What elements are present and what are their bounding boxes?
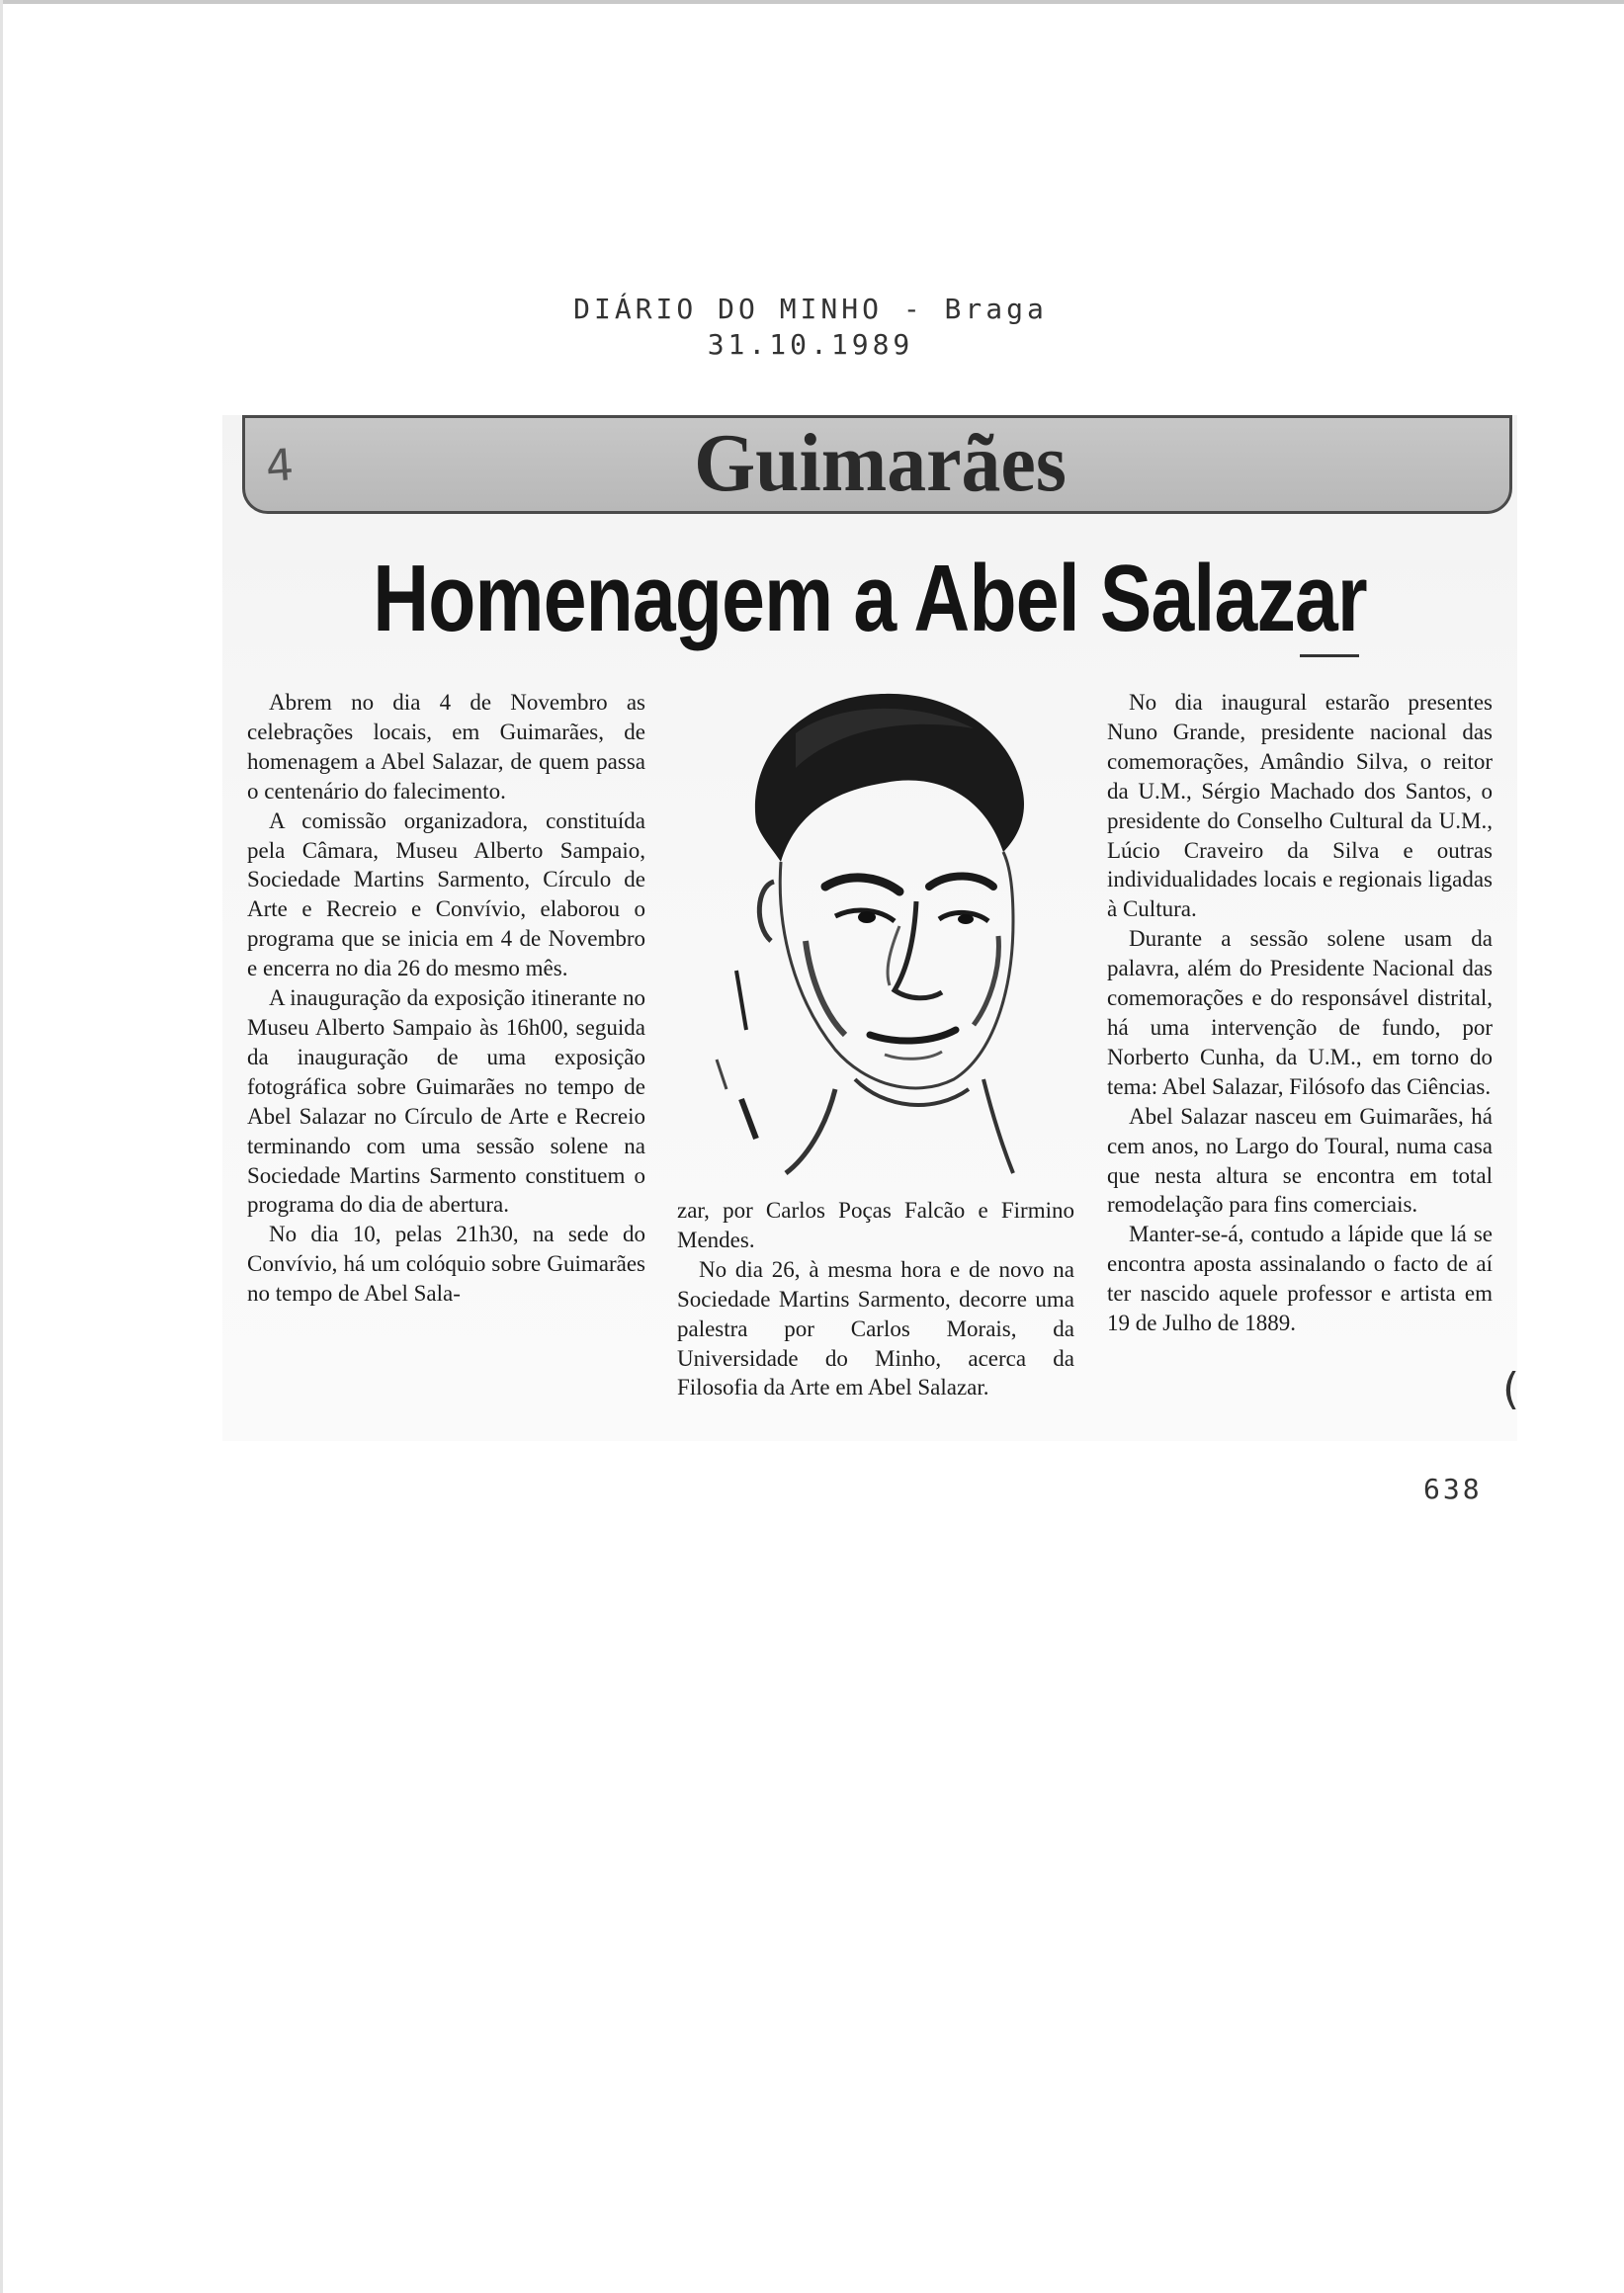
paragraph: Abrem no dia 4 de Novembro as celebrações locais, em Guimarães, de homenagem a Abel Salazar, de quem passa o centenário do falecimento. xyxy=(247,690,645,804)
paragraph: No dia 26, à mesma hora e de novo na Sociedade Martins Sarmento, decorre uma palestra por Carlos Morais, da Universidade do Minho, acerca da Filosofia da Arte em Abel Salazar. xyxy=(677,1256,1074,1401)
scan-top-edge xyxy=(0,0,1624,4)
article-column-left xyxy=(247,688,645,1309)
article-column-right xyxy=(1107,688,1493,1338)
paragraph: Abel Salazar nasceu em Guimarães, há cem anos, no Largo do Toural, numa casa que nesta altura se encontra em total remodelação para fins comerciais. xyxy=(1107,1103,1493,1218)
margin-bracket-mark: ( xyxy=(1502,1364,1520,1414)
handwritten-note: 4 xyxy=(264,440,296,492)
newspaper-clipping xyxy=(222,415,1520,1441)
section-title: Guimarães xyxy=(694,417,1067,509)
portrait-sketch-image xyxy=(687,674,1063,1178)
article-column-middle xyxy=(677,1196,1074,1402)
section-banner xyxy=(242,415,1512,514)
headline-dash xyxy=(1300,654,1359,657)
paragraph: A comissão organizadora, constituída pela Câmara, Museu Alberto Sampaio, Sociedade Martins Sarmento, Círculo de Arte e Recreio e Convívio, elaborou o programa que se inicia em 4 de Novembro e encerra no dia 26 do mesmo mês. xyxy=(247,807,645,981)
source-stamp: DIÁRIO DO MINHO - Braga xyxy=(573,293,1048,325)
paragraph: Manter-se-á, contudo a lápide que lá se encontra aposta assinalando o facto de aí ter nascido aquele professor e artista em 19 de Julho de 1889. xyxy=(1107,1222,1493,1336)
scan-left-edge xyxy=(0,0,3,2293)
paragraph: No dia inaugural estarão presentes Nuno Grande, presidente nacional das comemorações, Amândio Silva, o reitor da U.M., Sérgio Machado dos Santos, o presidente do Conselho Cultural da U.M., Lúcio Craveiro da Silva e outras individualidades locais e regionais ligadas à Cultura. xyxy=(1107,690,1493,922)
paragraph: No dia 10, pelas 21h30, na sede do Convívio, há um colóquio sobre Guimarães no tempo de Abel Sala- xyxy=(247,1222,645,1307)
page-number: 638 xyxy=(1423,1473,1483,1505)
paragraph: Durante a sessão solene usam da palavra, além do Presidente Nacional das comemorações e do responsável distrital, há uma intervenção de fundo, por Norberto Cunha, da U.M., em torno do tema: Abel Salazar, Filósofo das Ciências. xyxy=(1107,926,1493,1099)
date-stamp: 31.10.1989 xyxy=(707,328,914,361)
article-headline: Homenagem a Abel Salazar xyxy=(373,546,1367,651)
paragraph: zar, por Carlos Poças Falcão e Firmino Mendes. xyxy=(677,1198,1074,1252)
paragraph: A inauguração da exposição itinerante no Museu Alberto Sampaio às 16h00, seguida da inauguração de uma exposição fotográfica sobre Guimarães no tempo de Abel Salazar no Círculo de Arte e Recreio terminando com uma sessão solene na Sociedade Martins Sarmento constituem o programa do dia de abertura. xyxy=(247,985,645,1218)
